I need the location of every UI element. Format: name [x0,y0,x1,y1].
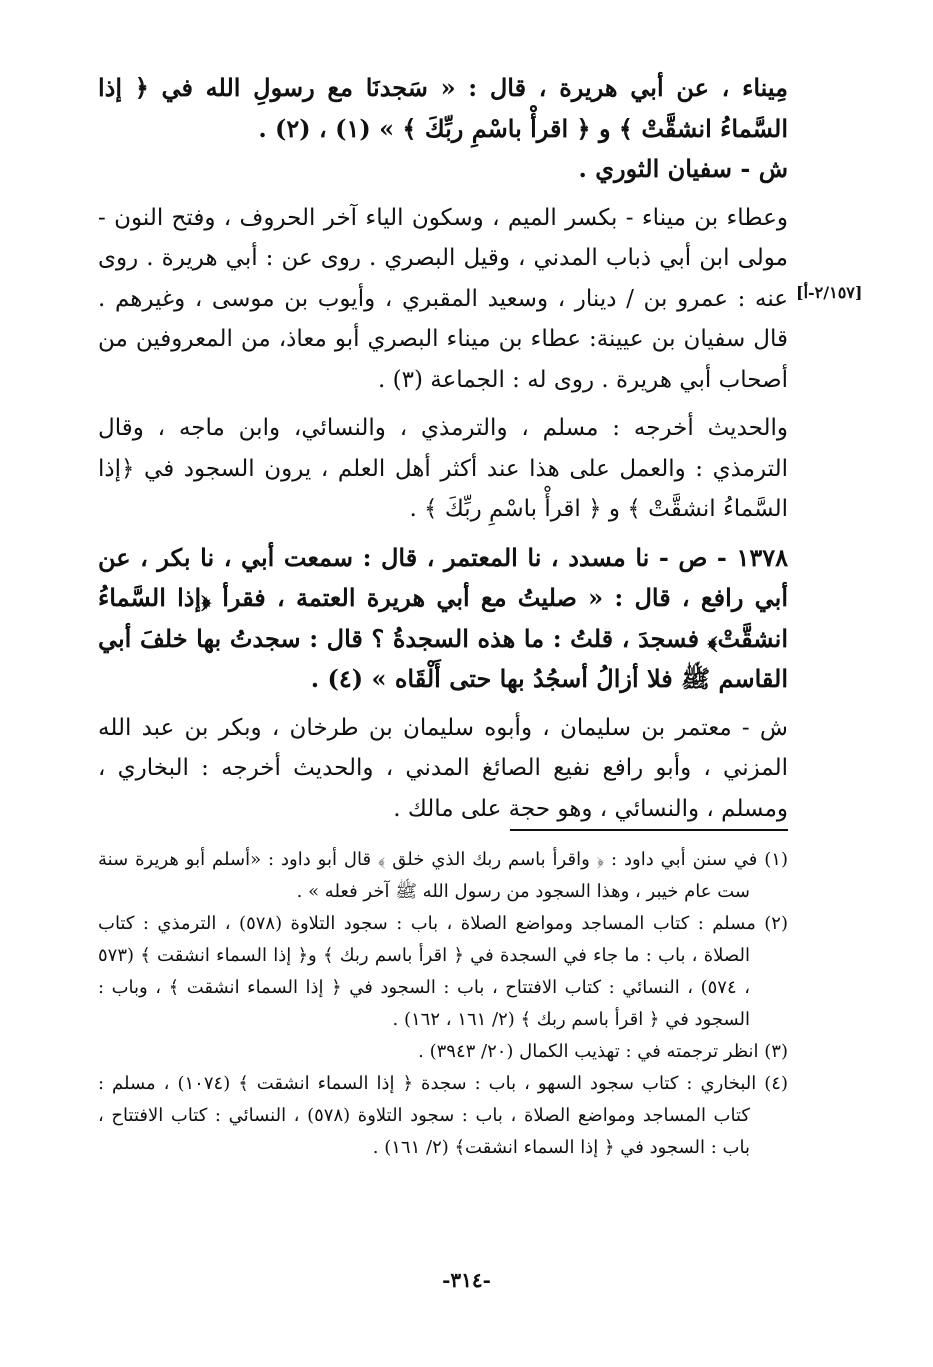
footnote-4: (٤) البخاري : كتاب سجود السهو ، باب : سجدة ﴿ إذا السماء انشقت ﴾ (١٠٧٤) ، مسلم : كتاب المساجد ومواضع الصلاة ، باب : سجود التلاوة (٥٧٨) ، النسائي : كتاب الافتتاح ، باب : السجود في ﴿ إذا السماء انشقت﴾ (٢/ ١٦١) . [98,1073,788,1158]
hadith-1378: ١٣٧٨ - ص - نا مسدد ، نا المعتمر ، قال : سمعت أبي ، نا بكر ، عن أبي رافع ، قال : « صليتُ مع أبي هريرة العتمة ، فقرأ ﴿إذا السَّماءُ انشقَّتْ﴾ فسجدَ ، قلتُ : ما هذه السجدةُ ؟ قال : سجدتُ بها خلفَ أبي القاسم ﷺ فلا أزالُ أسجُدُ بها حتى أَلْقَاه » (٤) . [98,542,788,693]
footnote-3: (٣) انظر ترجمته في : تهذيب الكمال (٢٠/ ٣٩٤٣) . [418,1041,788,1062]
footnote-1: (١) في سنن أبي داود : ﴿ واقرأ باسم ربك الذي خلق ﴾ قال أبو داود : «أسلم أبو هريرة سنة ست عام خيبر ، وهذا السجود من رسول الله ﷺ آخر فعله » . [98,849,788,902]
footnote-2: (٢) مسلم : كتاب المساجد ومواضع الصلاة ، باب : سجود التلاوة (٥٧٨) ، الترمذي : كتاب الصلاة ، باب : ما جاء في السجدة في ﴿ اقرأ باسم ربك ﴾ و﴿ إذا السماء انشقت ﴾ (٥٧٣ ، ٥٧٤) ، النسائي : كتاب الافتتاح ، باب : السجود في ﴿ إذا السماء انشقت ﴾ ، وباب : السجود في ﴿ اقرأ باسم ربك ﴾ (٢/ ١٦١ ، ١٦٢) . [98,913,788,1030]
commentary-narrator: ش - سفيان الثوري . [578,154,788,183]
page-number: -٣١٤- [442,1268,491,1292]
footnotes [98,844,788,1164]
hadith-text-continuation: مِيناء ، عن أبي هريرة ، قال : « سَجدنَا مع رسولِ الله في ﴿ إذا السَّماءُ انشقَّتْ ﴾ و ﴿ اقرأْ باسْمِ ربِّكَ ﴾ » (١) ، (٢) . [98,73,789,143]
commentary-takhrij: والحديث أخرجه : مسلم ، والترمذي ، والنسائي، وابن ماجه ، وقال الترمذي : والعمل على هذا عند أكثر أهل العلم ، يرون السجود في ﴿إذا السَّماءُ انشقَّتْ ﴾ و ﴿ اقرأْ باسْمِ ربِّكَ ﴾ . [98,415,788,522]
main-text [98,68,788,829]
margin-manuscript-reference: [٢/١٥٧-أ] [796,283,863,302]
commentary-hadith-1378: ش - معتمر بن سليمان ، وأبوه سليمان بن طرخان ، وبكر بن عبد الله المزني ، وأبو رافع نفيع الصائغ المدني ، والحديث أخرجه : البخاري ، ومسلم ، والنسائي ، وهو حجة على مالك . [98,714,788,822]
commentary-biography: وعطاء بن ميناء - بكسر الميم ، وسكون الياء آخر الحروف ، وفتح النون - مولى ابن أبي ذباب المدني ، وقيل البصري . روى عن : أبي هريرة . روى عنه : عمرو بن / دينار ، وسعيد المقبري ، وأيوب بن موسى ، وغيرهم . قال سفيان بن عيينة: عطاء بن ميناء البصري أبو معاذ، من المعروفين من أصحاب أبي هريرة . روى له : الجماعة (٣) . [98,204,788,393]
footnote-divider [510,829,788,831]
